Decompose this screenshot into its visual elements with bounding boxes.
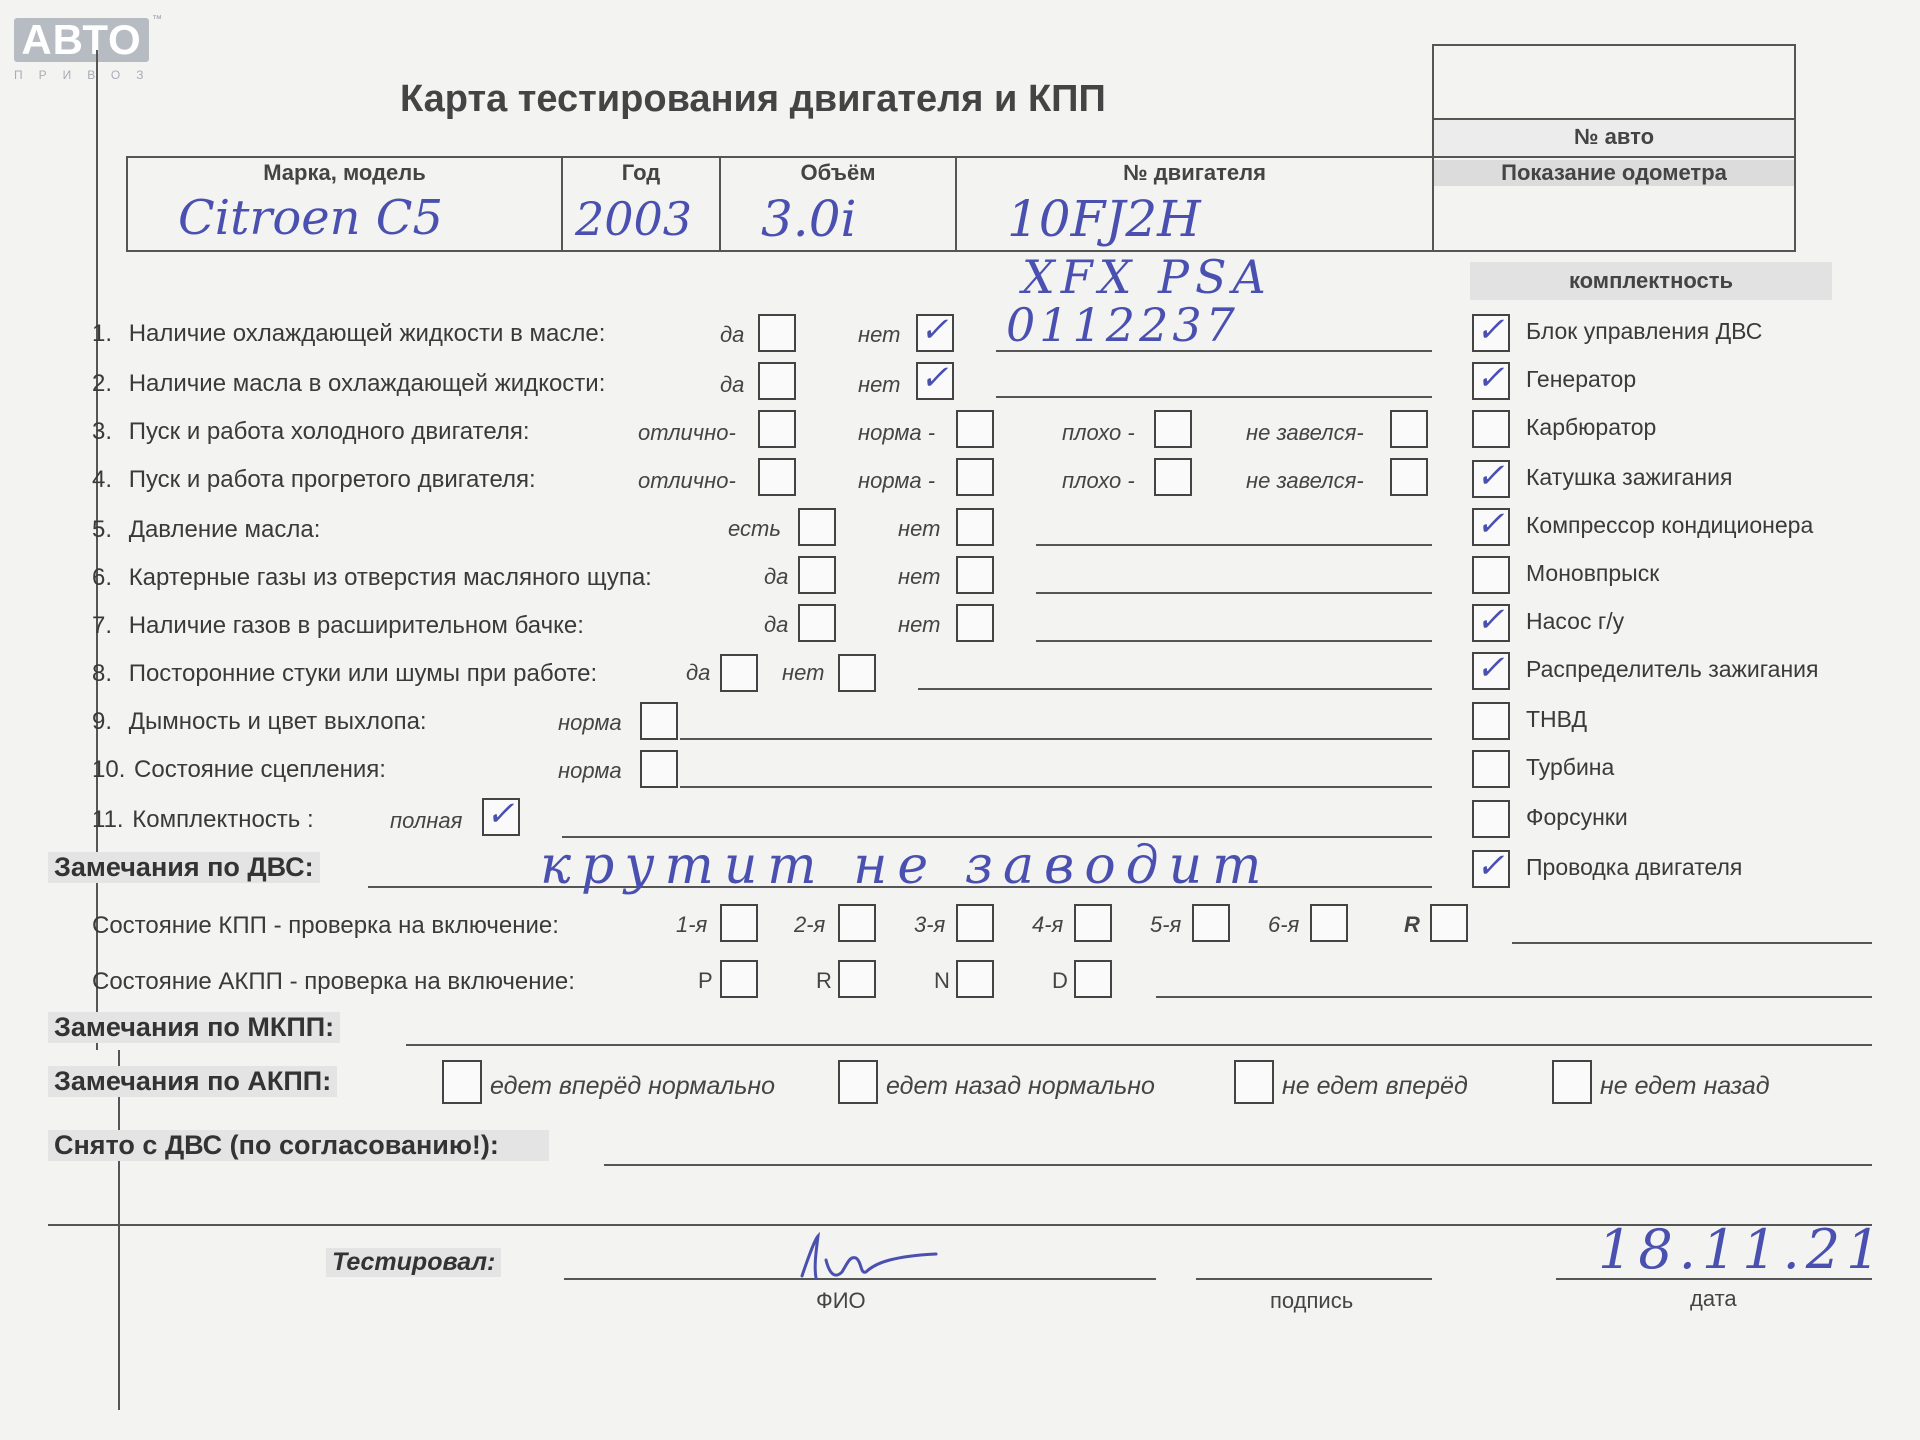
remarks-mkpp-label: Замечания по МКПП: bbox=[48, 1012, 340, 1043]
check-9-line bbox=[680, 738, 1432, 740]
akpp-gear-r-box[interactable] bbox=[838, 960, 876, 998]
akpp-gear-r-label: R bbox=[816, 968, 832, 993]
engine-no-value: 10FJ2H bbox=[1007, 190, 1201, 248]
check-11-opt1-label: полная bbox=[390, 808, 463, 833]
akpp-gear-n-label: N bbox=[934, 968, 950, 993]
check-5-opt1-label: есть bbox=[728, 516, 781, 541]
check-3-num: 3. bbox=[92, 418, 113, 445]
logo-subtitle: ПРИВОЗ bbox=[14, 68, 160, 82]
check-3-opt3-label: плохо - bbox=[1062, 420, 1135, 445]
kompl-1-mark: ✓ bbox=[1476, 310, 1505, 350]
check-10-num: 10. bbox=[92, 756, 126, 783]
akpp-label: Состояние АКПП - проверка на включение: bbox=[92, 968, 575, 995]
check-6-num: 6. bbox=[92, 564, 113, 591]
check-1 bbox=[92, 320, 605, 348]
header-make bbox=[126, 156, 563, 252]
kompl-12-box[interactable] bbox=[1472, 846, 1510, 888]
akpp-opt-1-label: едет вперёд нормально bbox=[490, 1072, 776, 1100]
kompl-8-label: Распределитель зажигания bbox=[1526, 656, 1819, 682]
kpp-gear-5-box[interactable] bbox=[1192, 904, 1230, 942]
kompl-9-label: ТНВД bbox=[1526, 706, 1588, 732]
logo-tm: ™ bbox=[152, 14, 162, 25]
check-10-opt1-box[interactable] bbox=[640, 750, 678, 788]
check-4-opt4-box[interactable] bbox=[1390, 458, 1428, 496]
check-9 bbox=[92, 708, 427, 736]
check-2-opt1-box[interactable] bbox=[758, 362, 796, 400]
check-4-opt1-box[interactable] bbox=[758, 458, 796, 496]
kompl-7-label: Насос г/у bbox=[1526, 608, 1625, 634]
check-1-opt2-label: нет bbox=[858, 322, 901, 347]
check-5 bbox=[92, 516, 320, 544]
check-9-opt1-label: норма bbox=[558, 710, 622, 735]
kompl-5-box[interactable] bbox=[1472, 504, 1510, 546]
check-4-opt4-label: не завелся- bbox=[1246, 468, 1364, 493]
check-5-opt2-box[interactable] bbox=[956, 508, 994, 546]
tested-by-label: Тестировал: bbox=[326, 1248, 501, 1277]
akpp-line bbox=[1156, 996, 1872, 998]
kompl-3-label: Карбюратор bbox=[1526, 414, 1657, 440]
akpp-opt-2-box[interactable] bbox=[838, 1060, 878, 1104]
akpp-gear-d-box[interactable] bbox=[1074, 960, 1112, 998]
header-engine-no bbox=[955, 156, 1434, 252]
logo-text: АВТО bbox=[14, 18, 149, 62]
kompl-5-mark: ✓ bbox=[1476, 504, 1505, 544]
volume-value: 3.0i bbox=[761, 190, 857, 248]
akpp-gear-n-box[interactable] bbox=[956, 960, 994, 998]
kompl-6-box[interactable] bbox=[1472, 556, 1510, 594]
logo bbox=[14, 14, 162, 82]
header-volume bbox=[719, 156, 957, 252]
check-5-label: Давление масла: bbox=[128, 516, 321, 543]
header-volume-label: Объём bbox=[800, 160, 876, 185]
check-6-opt1-box[interactable] bbox=[798, 556, 836, 594]
akpp-gear-p-box[interactable] bbox=[720, 960, 758, 998]
check-8-opt2-label: нет bbox=[782, 660, 825, 685]
check-3-opt2-label: норма - bbox=[858, 420, 936, 445]
check-2-opt2-mark: ✓ bbox=[920, 358, 949, 398]
check-2-num: 2. bbox=[92, 370, 113, 397]
kompl-6-label: Моновпрыск bbox=[1526, 560, 1660, 586]
check-2-line bbox=[996, 396, 1432, 398]
check-4 bbox=[92, 466, 536, 494]
fold-line-lower bbox=[118, 1050, 120, 1410]
check-7-num: 7. bbox=[92, 612, 113, 639]
akpp-opt-1-box[interactable] bbox=[442, 1060, 482, 1104]
check-10-label: Состояние сцепления: bbox=[134, 756, 386, 783]
check-1-opt2-box[interactable] bbox=[916, 310, 954, 352]
header-year-label: Год bbox=[621, 160, 661, 185]
check-3-opt4-label: не завелся- bbox=[1246, 420, 1364, 445]
check-9-opt1-box[interactable] bbox=[640, 702, 678, 740]
kpp-gear-5-label: 5-я bbox=[1150, 912, 1182, 937]
check-7-opt2-box[interactable] bbox=[956, 604, 994, 642]
check-2-opt2-label: нет bbox=[858, 372, 901, 397]
check-8-num: 8. bbox=[92, 660, 113, 687]
check-1-opt1-box[interactable] bbox=[758, 314, 796, 352]
check-10 bbox=[92, 756, 386, 784]
kompl-7-mark: ✓ bbox=[1476, 600, 1505, 640]
check-11-opt1-mark: ✓ bbox=[486, 794, 515, 834]
akpp-gear-d-label: D bbox=[1052, 968, 1068, 993]
check-1-line bbox=[996, 350, 1432, 352]
check-7-opt1-label: да bbox=[764, 612, 789, 637]
check-6-opt2-box[interactable] bbox=[956, 556, 994, 594]
kompl-8-box[interactable] bbox=[1472, 648, 1510, 690]
kompl-8-mark: ✓ bbox=[1476, 648, 1505, 688]
kompl-3-box[interactable] bbox=[1472, 410, 1510, 448]
kompl-2-mark: ✓ bbox=[1476, 358, 1505, 398]
signature-label: подпись bbox=[1270, 1288, 1354, 1313]
kpp-gear-6-box[interactable] bbox=[1310, 904, 1348, 942]
check-7-opt2-label: нет bbox=[898, 612, 941, 637]
kpp-gear-2-box[interactable] bbox=[838, 904, 876, 942]
check-7-opt1-box[interactable] bbox=[798, 604, 836, 642]
kompl-11-box[interactable] bbox=[1472, 800, 1510, 838]
kpp-gear-4-label: 4-я bbox=[1032, 912, 1064, 937]
check-7-line bbox=[1036, 640, 1432, 642]
akpp-gear-p-label: P bbox=[698, 968, 713, 993]
check-3-opt4-box[interactable] bbox=[1390, 410, 1428, 448]
check-4-opt3-box[interactable] bbox=[1154, 458, 1192, 496]
check-6 bbox=[92, 564, 652, 592]
kpp-gear-2-label: 2-я bbox=[794, 912, 826, 937]
kompl-10-box[interactable] bbox=[1472, 750, 1510, 788]
check-8 bbox=[92, 660, 597, 688]
check-2 bbox=[92, 370, 605, 398]
check-6-opt2-label: нет bbox=[898, 564, 941, 589]
kpp-line bbox=[1512, 942, 1872, 944]
remarks-akpp-label: Замечания по АКПП: bbox=[48, 1066, 337, 1097]
kompl-9-box[interactable] bbox=[1472, 702, 1510, 740]
kpp-gear-r-label: R bbox=[1404, 912, 1420, 937]
check-8-opt1-label: да bbox=[686, 660, 711, 685]
check-2-opt1-label: да bbox=[720, 372, 745, 397]
kpp-gear-6-label: 6-я bbox=[1268, 912, 1300, 937]
akpp-opt-3-box[interactable] bbox=[1234, 1060, 1274, 1104]
removed-label: Снято с ДВС (по согласованию!): bbox=[48, 1130, 549, 1161]
akpp-opt-2-label: едет назад нормально bbox=[886, 1072, 1155, 1100]
check-4-opt1-label: отлично- bbox=[638, 468, 736, 493]
check-8-opt2-box[interactable] bbox=[838, 654, 876, 692]
check-11-label: Комплектность : bbox=[132, 806, 314, 833]
check-6-line bbox=[1036, 592, 1432, 594]
kompl-4-label: Катушка зажигания bbox=[1526, 464, 1733, 490]
odometer-label: Показание одометра bbox=[1434, 160, 1794, 186]
kompl-2-label: Генератор bbox=[1526, 366, 1637, 392]
check-4-num: 4. bbox=[92, 466, 113, 493]
check-9-num: 9. bbox=[92, 708, 113, 735]
engine-no-line3: 0112237 bbox=[1006, 298, 1239, 352]
check-7 bbox=[92, 612, 584, 640]
make-value: Citroen C5 bbox=[178, 190, 444, 246]
check-1-label: Наличие охлаждающей жидкости в масле: bbox=[128, 320, 606, 347]
kompl-1-box[interactable] bbox=[1472, 310, 1510, 352]
kompl-4-mark: ✓ bbox=[1476, 456, 1505, 496]
check-5-num: 5. bbox=[92, 516, 113, 543]
remarks-ice-value: крутит не заводит bbox=[540, 836, 1272, 896]
check-11 bbox=[92, 806, 314, 834]
akpp-opt-3-label: не едет вперёд bbox=[1282, 1072, 1468, 1100]
kpp-gear-3-label: 3-я bbox=[914, 912, 946, 937]
kompl-12-mark: ✓ bbox=[1476, 846, 1505, 886]
kpp-gear-r-box[interactable] bbox=[1430, 904, 1468, 942]
date-value: 18.11.21 bbox=[1598, 1218, 1887, 1281]
kpp-gear-3-box[interactable] bbox=[956, 904, 994, 942]
kompl-5-label: Компрессор кондиционера bbox=[1526, 512, 1814, 538]
check-3-label: Пуск и работа холодного двигателя: bbox=[128, 418, 530, 445]
check-3-opt2-box[interactable] bbox=[956, 410, 994, 448]
car-no-label: № авто bbox=[1573, 124, 1655, 149]
check-5-line bbox=[1036, 544, 1432, 546]
check-4-opt2-box[interactable] bbox=[956, 458, 994, 496]
header-year bbox=[561, 156, 721, 252]
kompl-7-box[interactable] bbox=[1472, 600, 1510, 642]
kpp-gear-1-box[interactable] bbox=[720, 904, 758, 942]
kpp-gear-1-label: 1-я bbox=[676, 912, 708, 937]
check-1-opt1-label: да bbox=[720, 322, 745, 347]
check-10-line bbox=[680, 786, 1432, 788]
check-5-opt2-label: нет bbox=[898, 516, 941, 541]
header-make-label: Марка, модель bbox=[263, 160, 426, 185]
check-1-opt2-mark: ✓ bbox=[920, 310, 949, 350]
check-11-num: 11. bbox=[92, 806, 124, 833]
check-4-opt3-label: плохо - bbox=[1062, 468, 1135, 493]
removed-line bbox=[604, 1164, 1872, 1166]
header-engine-no-label: № двигателя bbox=[1123, 160, 1266, 185]
check-3-opt3-box[interactable] bbox=[1154, 410, 1192, 448]
tester-signature bbox=[796, 1232, 946, 1284]
akpp-opt-4-box[interactable] bbox=[1552, 1060, 1592, 1104]
signature-line bbox=[1196, 1278, 1432, 1280]
check-11-opt1-box[interactable] bbox=[482, 794, 520, 836]
check-9-label: Дымность и цвет выхлопа: bbox=[128, 708, 427, 735]
date-label: дата bbox=[1690, 1286, 1737, 1311]
check-4-label: Пуск и работа прогретого двигателя: bbox=[128, 466, 536, 493]
check-2-label: Наличие масла в охлаждающей жидкости: bbox=[128, 370, 606, 397]
kompl-11-label: Форсунки bbox=[1526, 804, 1628, 830]
kompl-10-label: Турбина bbox=[1526, 754, 1615, 780]
check-10-opt1-label: норма bbox=[558, 758, 622, 783]
kpp-label: Состояние КПП - проверка на включение: bbox=[92, 912, 559, 939]
kompl-1-label: Блок управления ДВС bbox=[1526, 318, 1763, 344]
page-title: Карта тестирования двигателя и КПП bbox=[400, 78, 1106, 120]
check-6-opt1-label: да bbox=[764, 564, 789, 589]
header-car-no-box bbox=[1432, 44, 1796, 120]
akpp-opt-4-label: не едет назад bbox=[1600, 1072, 1770, 1100]
completeness-header: комплектность bbox=[1470, 262, 1832, 300]
year-value: 2003 bbox=[575, 192, 693, 246]
check-4-opt2-label: норма - bbox=[858, 468, 936, 493]
check-7-label: Наличие газов в расширительном бачке: bbox=[128, 612, 584, 639]
check-6-label: Картерные газы из отверстия масляного щупа: bbox=[128, 564, 652, 591]
kpp-gear-4-box[interactable] bbox=[1074, 904, 1112, 942]
kompl-12-label: Проводка двигателя bbox=[1526, 854, 1743, 880]
check-8-line bbox=[918, 688, 1432, 690]
check-2-opt2-box[interactable] bbox=[916, 358, 954, 400]
check-8-label: Посторонние стуки или шумы при работе: bbox=[128, 660, 598, 687]
check-3-opt1-label: отлично- bbox=[638, 420, 736, 445]
kompl-2-box[interactable] bbox=[1472, 358, 1510, 400]
header-car-no bbox=[1432, 118, 1796, 158]
check-1-num: 1. bbox=[92, 320, 113, 347]
remarks-mkpp-line bbox=[406, 1044, 1872, 1046]
kompl-4-box[interactable] bbox=[1472, 456, 1510, 498]
fold-line bbox=[96, 50, 98, 1050]
check-8-opt1-box[interactable] bbox=[720, 654, 758, 692]
check-3 bbox=[92, 418, 530, 446]
check-5-opt1-box[interactable] bbox=[798, 508, 836, 546]
remarks-ice-label: Замечания по ДВС: bbox=[48, 852, 320, 883]
header-odometer bbox=[1432, 156, 1796, 252]
fio-label: ФИО bbox=[816, 1288, 866, 1313]
check-3-opt1-box[interactable] bbox=[758, 410, 796, 448]
engine-no-line2: XFX PSA bbox=[1022, 250, 1272, 304]
